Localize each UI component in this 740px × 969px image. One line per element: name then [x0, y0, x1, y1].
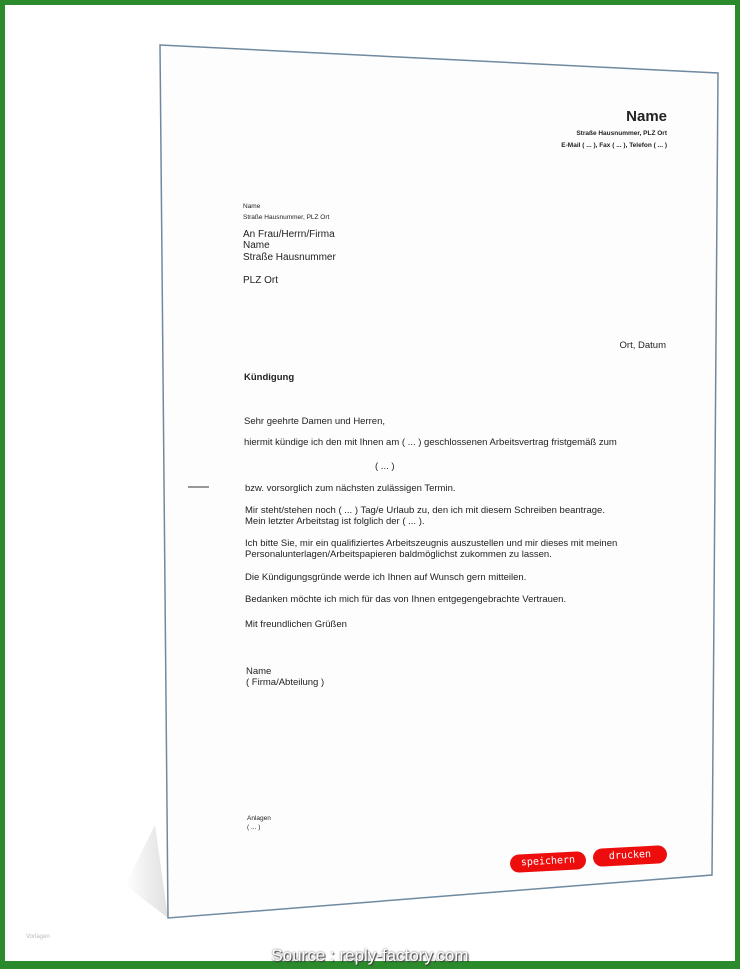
paragraph-4b: Personalunterlagen/Arbeitspapieren baldmöglichst zukommen zu lassen.	[245, 549, 552, 560]
paragraph-2: bzw. vorsorglich zum nächsten zulässigen Termin.	[245, 483, 456, 494]
closing: Mit freundlichen Grüßen	[245, 619, 347, 630]
print-button[interactable]: drucken	[593, 845, 668, 867]
return-address: Straße Hausnummer, PLZ Ort	[243, 214, 330, 221]
attachments-value: ( ... )	[247, 824, 261, 831]
signature-name: Name	[246, 666, 272, 677]
recipient-line4: PLZ Ort	[243, 275, 279, 286]
sender-address: Straße Hausnummer, PLZ Ort	[576, 130, 667, 137]
recipient-line3: Straße Hausnummer	[243, 252, 336, 263]
attachments-label: Anlagen	[247, 815, 271, 822]
paragraph-5: Die Kündigungsgründe werde ich Ihnen auf Wunsch gern mitteilen.	[245, 572, 527, 583]
recipient-line1: An Frau/Herrn/Firma	[243, 229, 335, 240]
paragraph-3b: Mein letzter Arbeitstag ist folglich der ( ... ).	[245, 516, 425, 527]
sender-contact: E-Mail ( ... ), Fax ( ... ), Telefon ( ... )	[561, 142, 667, 149]
paragraph-4a: Ich bitte Sie, mir ein qualifiziertes Arbeitszeugnis auszustellen und mir dieses mit meinen	[245, 538, 618, 549]
paragraph-1: hiermit kündige ich den mit Ihnen am ( ... ) geschlossenen Arbeitsvertrag fristgemäß zum	[244, 437, 617, 448]
paragraph-6: Bedanken möchte ich mich für das von Ihnen entgegengebrachte Vertrauen.	[245, 594, 567, 605]
sender-name: Name	[626, 108, 667, 125]
source-watermark: Source : reply-factory.com	[271, 946, 469, 965]
recipient-line2: Name	[243, 240, 270, 251]
place-date: Ort, Datum	[619, 340, 666, 351]
image-canvas	[5, 5, 735, 961]
paragraph-3a: Mir steht/stehen noch ( ... ) Tag/e Urlaub zu, den ich mit diesem Schreiben beantrage.	[245, 505, 605, 516]
corner-label: Vorlagen	[26, 934, 50, 940]
paragraph-1-date: ( ... )	[375, 461, 395, 472]
signature-dept: ( Firma/Abteilung )	[246, 677, 325, 688]
salutation: Sehr geehrte Damen und Herren,	[244, 416, 385, 427]
subject: Kündigung	[244, 372, 295, 383]
save-button[interactable]: speichern	[510, 851, 587, 873]
return-name: Name	[243, 203, 261, 210]
